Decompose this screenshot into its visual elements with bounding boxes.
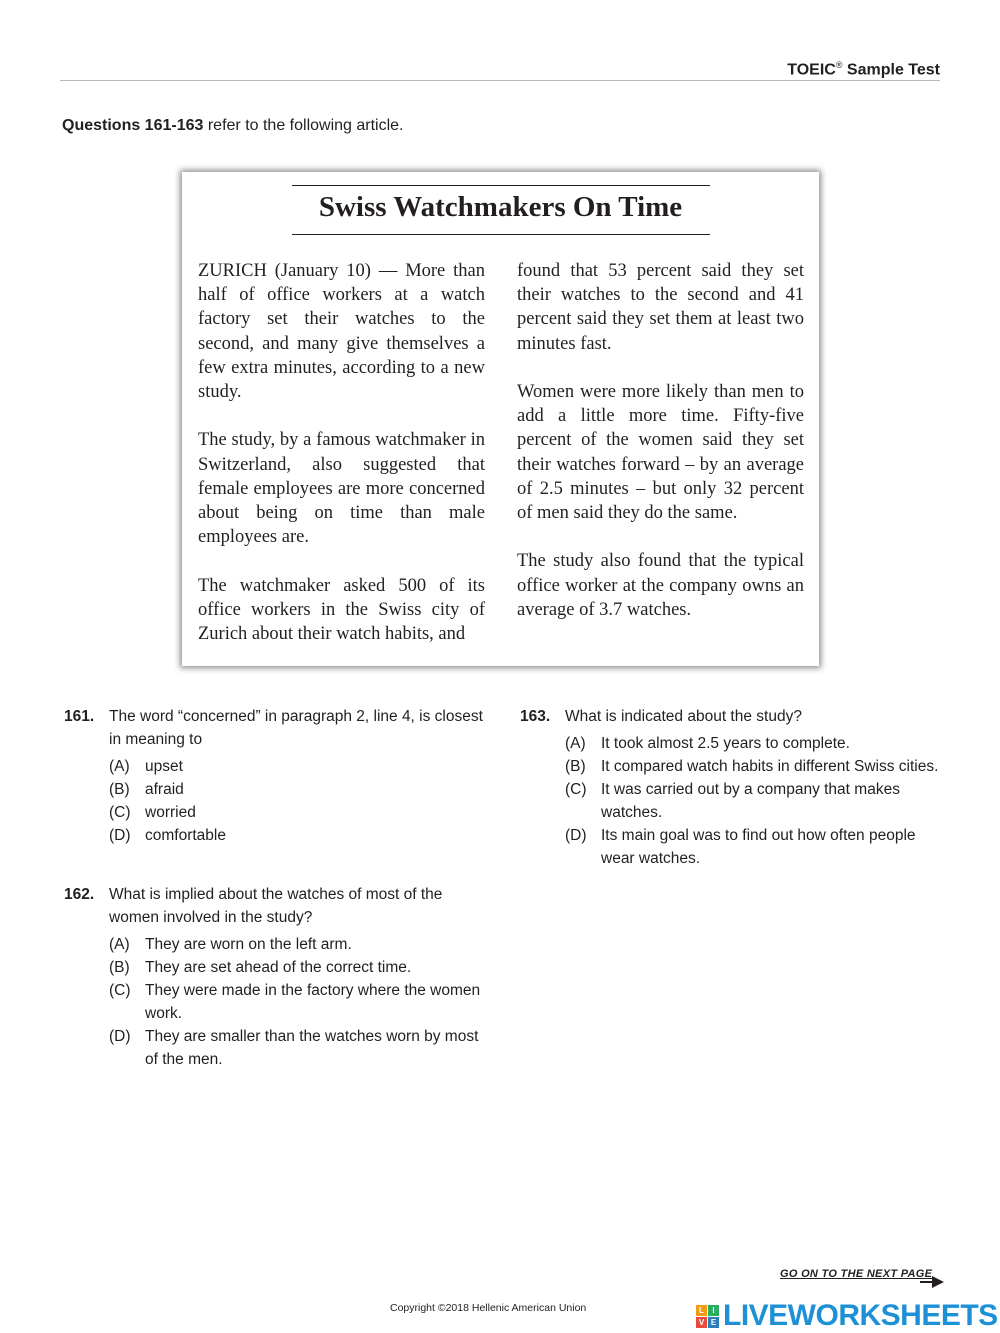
next-page-label: GO ON TO THE NEXT PAGE [780, 1268, 933, 1280]
title-rule-top [292, 185, 710, 186]
answer-option-a[interactable]: (A) It took almost 2.5 years to complete. [565, 735, 850, 752]
question-163 [520, 705, 945, 870]
question-161 [64, 705, 484, 847]
question-number: 163. [520, 708, 551, 725]
liveworksheets-mark-icon: L I V E [696, 1305, 719, 1328]
answer-option-d[interactable]: (D) They are smaller than the watches worn by most of the men. [109, 1028, 479, 1068]
question-number: 162. [64, 886, 95, 903]
article-column-left [198, 259, 485, 646]
question-stem: What is indicated about the study? [565, 708, 802, 725]
article-paragraph: The study, by a famous watchmaker in Switzerland, also suggested that female employees are more concerned about being on time than male employees are. [198, 430, 485, 548]
article-paragraph: The study also found that the typical office worker at the company owns an average of 3.7 watches. [517, 551, 804, 620]
questions-range: Questions 161-163 [62, 117, 204, 134]
header-divider [60, 80, 940, 81]
article-column-right [517, 259, 804, 622]
article-paragraph: Women were more likely than men to add a little more time. Fifty-five percent of the women said they set their watches forward – by an average of 2.5 minutes – but only 32 percent of men said they do the same. [517, 382, 804, 524]
answer-option-d[interactable]: (D) comfortable [109, 827, 226, 844]
page-header-title: TOEIC® Sample Test [787, 60, 940, 79]
question-stem: The word “concerned” in paragraph 2, line 4, is closest in meaning to [109, 708, 483, 748]
title-rule-bottom [292, 234, 710, 235]
answer-option-b[interactable]: (B) They are set ahead of the correct time. [109, 959, 412, 976]
arrow-right-icon [920, 1276, 944, 1288]
article-box [182, 172, 819, 666]
liveworksheets-logo [696, 1299, 998, 1333]
answer-option-c[interactable]: (C) It was carried out by a company that makes watches. [565, 781, 900, 821]
question-number: 161. [64, 708, 95, 725]
copyright-notice: Copyright ©2018 Hellenic American Union [390, 1302, 587, 1314]
answer-option-a[interactable]: (A) They are worn on the left arm. [109, 936, 352, 953]
question-162 [64, 883, 484, 1071]
answer-option-b[interactable]: (B) It compared watch habits in different Swiss cities. [565, 758, 939, 775]
answer-option-d[interactable]: (D) Its main goal was to find out how often people wear watches. [565, 827, 916, 867]
article-paragraph: The watchmaker asked 500 of its office workers in the Swiss city of Zurich about their watch habits, and [198, 575, 485, 645]
article-title: Swiss Watchmakers On Time [318, 191, 683, 223]
answer-option-c[interactable]: (C) They were made in the factory where the women work. [109, 982, 481, 1022]
answer-option-b[interactable]: (B) afraid [109, 781, 184, 798]
questions-intro: Questions 161-163 refer to the following article. [62, 117, 404, 134]
article-paragraph: ZURICH (January 10) — More than half of office workers at a watch factory set their watches to the second, and many give themselves a few extra minutes, according to a new study. [198, 261, 485, 403]
question-stem: What is implied about the watches of most of the women involved in the study? [109, 886, 443, 926]
article-paragraph: found that 53 percent said they set their watches to the second and 41 percent said they set them at least two minutes fast. [517, 261, 804, 354]
answer-option-a[interactable]: (A) upset [109, 758, 183, 775]
liveworksheets-wordmark: LIVEWORKSHEETS [723, 1299, 998, 1332]
answer-option-c[interactable]: (C) worried [109, 804, 196, 821]
